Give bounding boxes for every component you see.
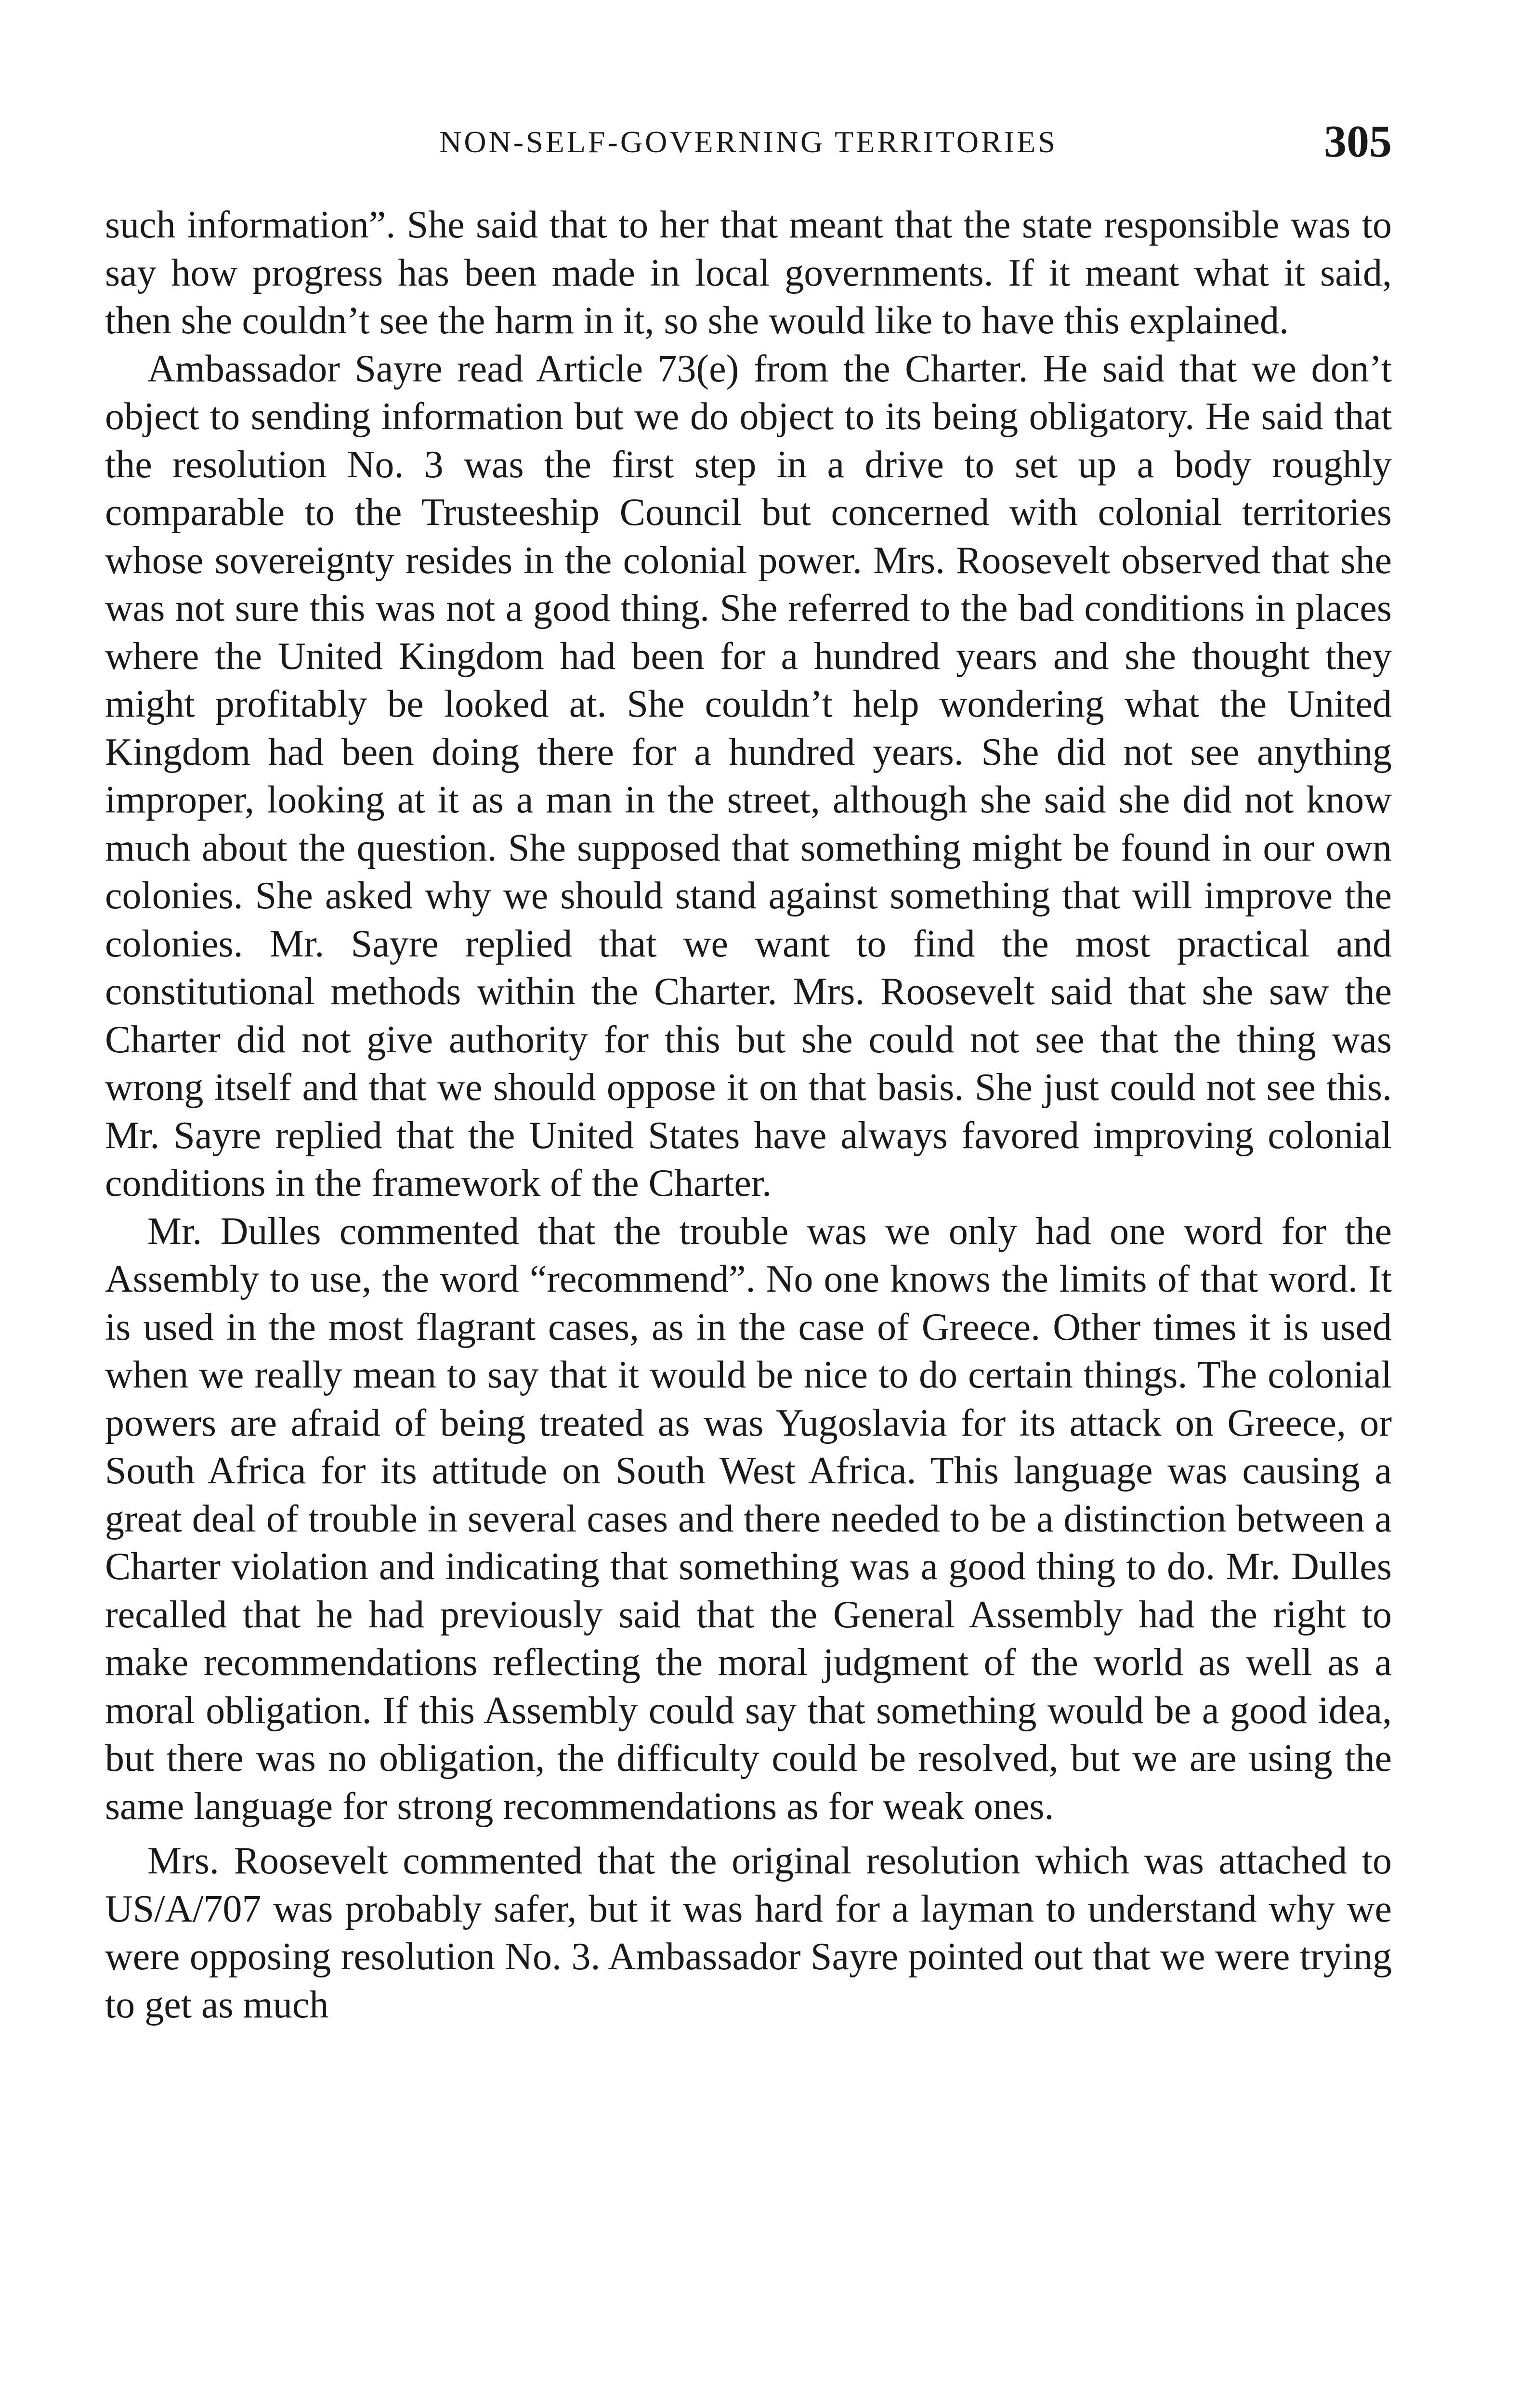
paragraph: Mrs. Roosevelt commented that the original resolution which was attached to US/A/707 was probably safer, but it was hard for a layman to understand why we were opposing resolution No. 3. Ambassador Sayre pointed out that we were trying to get as much <box>105 1840 1392 2026</box>
body-text <box>105 201 1392 2029</box>
paragraph: Ambassador Sayre read Article 73(e) from the Charter. He said that we don’t object to sending information but we do object to its being obligatory. He said that the resolution No. 3 was the first step in a drive to set up a body roughly comparable to the Trusteeship Council but concerned with colonial territories whose sovereignty resides in the colonial power. Mrs. Roosevelt observed that she was not sure this was not a good thing. She referred to the bad conditions in places where the United Kingdom had been for a hundred years and she thought they might profitably be looked at. She couldn’t help wondering what the United Kingdom had been doing there for a hundred years. She did not see anything improper, looking at it as a man in the street, although she said she did not know much about the question. She supposed that something might be found in our own colonies. She asked why we should stand against something that will improve the colonies. Mr. Sayre replied that we want to find the most practical and constitutional methods within the Charter. Mrs. Roosevelt said that she saw the Charter did not give authority for this but she could not see that the thing was wrong itself and that we should oppose it on that basis. She just could not see this. Mr. Sayre replied that the United States have always favored improving colonial conditions in the framework of the Charter. <box>105 347 1392 1204</box>
paragraph: Mr. Dulles commented that the trouble was we only had one word for the Assembly to use, the word “recommend”. No one knows the limits of that word. It is used in the most flagrant cases, as in the case of Greece. Other times it is used when we really mean to say that it would be nice to do certain things. The colonial powers are afraid of being treated as was Yugoslavia for its attack on Greece, or South Africa for its attitude on South West Africa. This language was causing a great deal of trouble in several cases and there needed to be a distinction between a Charter violation and indicating that something was a good thing to do. Mr. Dulles recalled that he had previously said that the General Assembly had the right to make recommendations reflecting the moral judgment of the world as well as a moral obligation. If this Assembly could say that something would be a good idea, but there was no obligation, the difficulty could be resolved, but we are using the same language for strong recommendations as for weak ones. <box>105 1210 1392 1828</box>
page-number: 305 <box>1324 117 1392 167</box>
running-title: NON-SELF-GOVERNING TERRITORIES <box>439 125 1058 159</box>
paragraph: such information”. She said that to her that meant that the state responsible was to say how progress has been made in local governments. If it meant what it said, then she couldn’t see the harm in it, so she would like to have this explained. <box>105 204 1392 342</box>
running-head <box>105 116 1392 169</box>
